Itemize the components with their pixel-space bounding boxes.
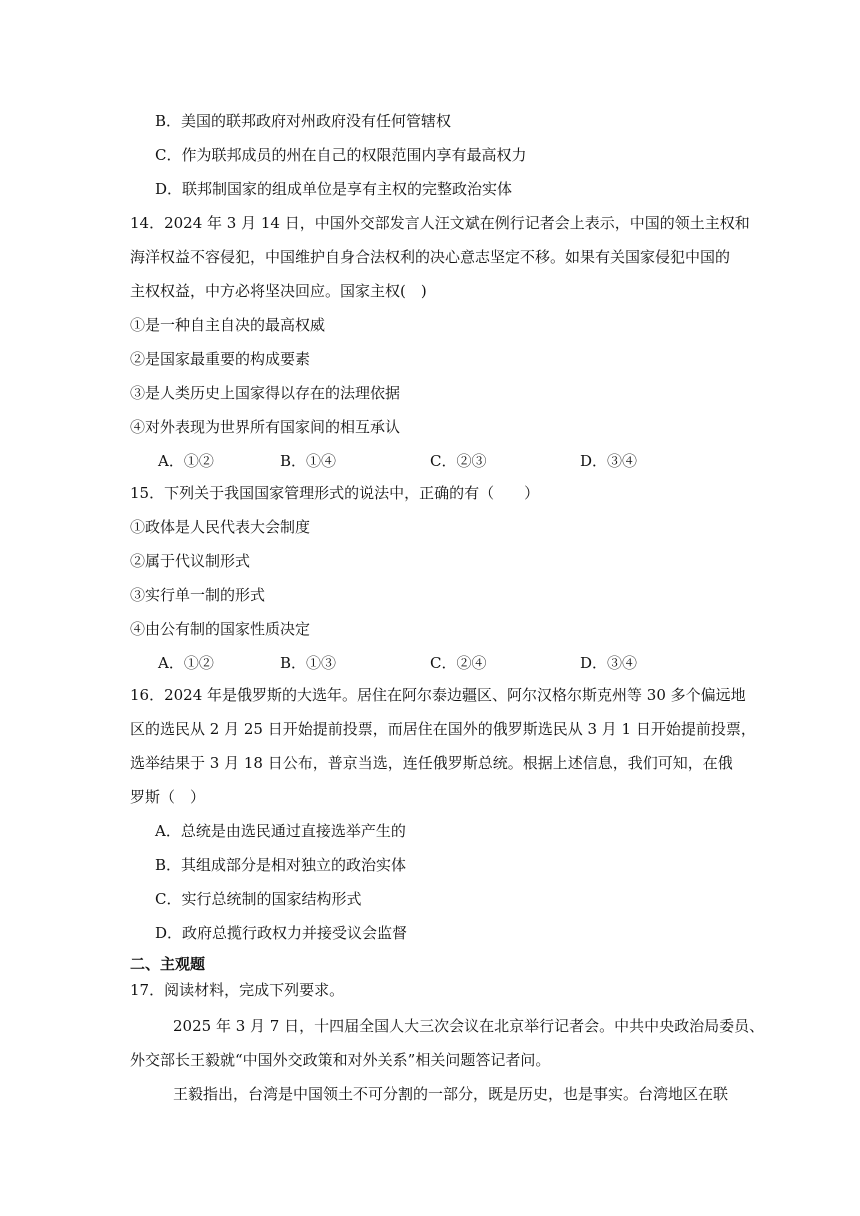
q15-choices xyxy=(158,653,778,673)
q14-stem-line-2: 海洋权益不容侵犯，中国维护自身合法权利的决心意志坚定不移。如果有关国家侵犯中国的 xyxy=(130,248,731,266)
q14-choice-b: B．①④ xyxy=(280,452,337,470)
q14-item-4: ④对外表现为世界所有国家间的相互承认 xyxy=(130,418,401,436)
q14-choices xyxy=(158,451,778,471)
q14-item-3: ③是人类历史上国家得以存在的法理依据 xyxy=(130,384,401,402)
q14-choice-d: D．③④ xyxy=(580,452,638,470)
q16-stem-line-3: 选举结果于 3 月 18 日公布，普京当选，连任俄罗斯总统。根据上述信息，我们可知，在俄 xyxy=(130,754,733,772)
q15-choice-d: D．③④ xyxy=(580,654,638,672)
q15-choice-b: B．①③ xyxy=(280,654,337,672)
q13-option-c: C．作为联邦成员的州在自己的权限范围内享有最高权力 xyxy=(155,146,527,164)
q14-stem-line-3: 主权权益，中方必将坚决回应。国家主权( ) xyxy=(130,282,427,300)
q14-choice-a: A．①② xyxy=(158,452,214,470)
q13-option-d: D．联邦制国家的组成单位是享有主权的完整政治实体 xyxy=(155,180,513,198)
q14-stem-line-1: 14．2024 年 3 月 14 日，中国外交部发言人汪文斌在例行记者会上表示，中国的领土主权和 xyxy=(130,214,750,232)
section-heading: 二、主观题 xyxy=(130,955,206,973)
q16-option-a: A．总统是由选民通过直接选举产生的 xyxy=(155,822,406,840)
q16-option-b: B．其组成部分是相对独立的政治实体 xyxy=(155,856,407,874)
q17-stem: 17．阅读材料，完成下列要求。 xyxy=(130,981,345,999)
q15-item-3: ③实行单一制的形式 xyxy=(130,586,266,604)
q17-material-para2-line1: 王毅指出，台湾是中国领土不可分割的一部分，既是历史，也是事实。台湾地区在联 xyxy=(173,1085,729,1103)
q15-item-1: ①政体是人民代表大会制度 xyxy=(130,518,311,536)
q17-material-para1-line1: 2025 年 3 月 7 日，十四届全国人大三次会议在北京举行记者会。中共中央政治局委员、 xyxy=(173,1017,765,1035)
q16-option-c: C．实行总统制的国家结构形式 xyxy=(155,890,362,908)
q14-item-1: ①是一种自主自决的最高权威 xyxy=(130,316,326,334)
q14-choice-c: C．②③ xyxy=(430,452,487,470)
q15-choice-c: C．②④ xyxy=(430,654,487,672)
q16-option-d: D．政府总揽行政权力并接受议会监督 xyxy=(155,924,408,942)
q15-item-2: ②属于代议制形式 xyxy=(130,552,251,570)
q14-item-2: ②是国家最重要的构成要素 xyxy=(130,350,311,368)
q16-stem-line-2: 区的选民从 2 月 25 日开始提前投票，而居住在国外的俄罗斯选民从 3 月 1 日开始提前投票， xyxy=(130,720,756,738)
q15-choice-a: A．①② xyxy=(158,654,214,672)
q16-stem-line-4: 罗斯（ ） xyxy=(130,788,206,806)
q16-stem-line-1: 16．2024 年是俄罗斯的大选年。居住在阿尔泰边疆区、阿尔汉格尔斯克州等 30 多个偏远地 xyxy=(130,686,746,704)
q17-material-para1-line2: 外交部长王毅就“中国外交政策和对外关系”相关问题答记者问。 xyxy=(130,1051,551,1069)
q15-item-4: ④由公有制的国家性质决定 xyxy=(130,620,311,638)
q13-option-b: B．美国的联邦政府对州政府没有任何管辖权 xyxy=(155,112,452,130)
q15-stem: 15．下列关于我国国家管理形式的说法中，正确的有（ ） xyxy=(130,484,540,502)
